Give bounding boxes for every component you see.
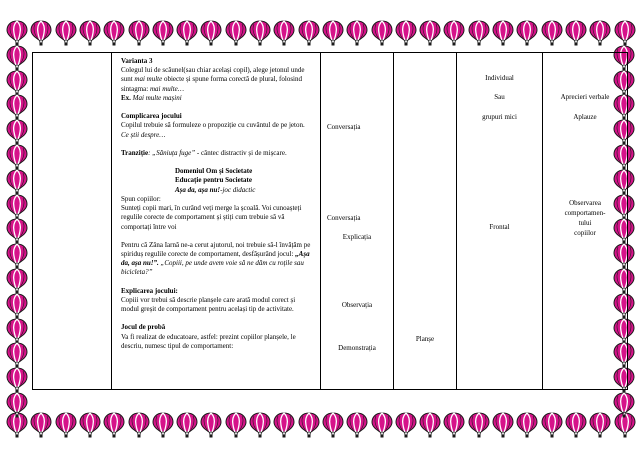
hot-air-balloon-icon bbox=[395, 20, 417, 46]
hot-air-balloon-icon bbox=[346, 412, 368, 438]
hot-air-balloon-icon bbox=[565, 20, 587, 46]
hot-air-balloon-icon bbox=[30, 20, 52, 46]
hot-air-balloon-icon bbox=[443, 20, 465, 46]
hot-air-balloon-icon bbox=[6, 218, 28, 244]
form-or: Sau bbox=[494, 93, 505, 101]
hot-air-balloon-icon bbox=[128, 20, 150, 46]
hot-air-balloon-icon bbox=[6, 144, 28, 170]
hot-air-balloon-icon bbox=[468, 20, 490, 46]
trial-text: Va fi realizat de educatoare, astfel: prezint copiilor planșele, le descriu, numesc tipul de comportament: bbox=[121, 332, 296, 350]
hot-air-balloon-icon bbox=[273, 412, 295, 438]
hot-air-balloon-icon bbox=[541, 20, 563, 46]
hot-air-balloon-icon bbox=[225, 412, 247, 438]
complication-text: Copilul trebuie să formuleze o propoziție cu cuvântul de pe jeton. Ce știi despre… bbox=[121, 121, 305, 139]
organization-form-cell bbox=[457, 53, 543, 390]
hot-air-balloon-icon bbox=[589, 412, 611, 438]
eval-observation-2: comportamen- bbox=[564, 209, 606, 217]
hot-air-balloon-icon bbox=[6, 169, 28, 195]
hot-air-balloon-icon bbox=[176, 20, 198, 46]
hot-air-balloon-icon bbox=[152, 20, 174, 46]
game-title-line: Așa da, așa nu!-joc didactic bbox=[175, 185, 256, 194]
example-line: Ex. Mai multe mașini bbox=[121, 93, 182, 102]
hot-air-balloon-icon bbox=[6, 293, 28, 319]
hot-air-balloon-icon bbox=[614, 20, 636, 46]
eval-observation-3: tului bbox=[578, 219, 592, 227]
hot-air-balloon-icon bbox=[589, 20, 611, 46]
hot-air-balloon-icon bbox=[468, 412, 490, 438]
hot-air-balloon-icon bbox=[6, 243, 28, 269]
hot-air-balloon-icon bbox=[371, 412, 393, 438]
hot-air-balloon-icon bbox=[200, 412, 222, 438]
form-individual: Individual bbox=[485, 74, 514, 82]
explain-text: Copiii vor trebui să descrie planșele care arată modul corect și modul greșit de comportament pentru același tip de activitate. bbox=[121, 295, 296, 314]
empty-column-cell bbox=[33, 53, 112, 390]
winter-paragraph: Pentru că Zâna Iarnă ne-a cerut ajutorul, noi trebuie să-l învățăm pe spiriduș regulile corecte de comportament, desfășurând jocul: „Așa da, așa nu!”. „Copiii, pe unde avem voie să ne dăm cu roțile sau bicicleta?” bbox=[121, 240, 311, 277]
hot-air-balloon-icon bbox=[103, 20, 125, 46]
hot-air-balloon-icon bbox=[6, 342, 28, 368]
hot-air-balloon-icon bbox=[6, 194, 28, 220]
hot-air-balloon-icon bbox=[128, 412, 150, 438]
hot-air-balloon-icon bbox=[298, 412, 320, 438]
method-conversation-2: Conversația bbox=[327, 214, 361, 222]
hot-air-balloon-icon bbox=[30, 412, 52, 438]
lesson-plan-table bbox=[32, 52, 628, 390]
hot-air-balloon-icon bbox=[516, 20, 538, 46]
method-demonstration: Demonstrația bbox=[338, 344, 376, 352]
hot-air-balloon-icon bbox=[79, 20, 101, 46]
hot-air-balloon-icon bbox=[6, 94, 28, 120]
hot-air-balloon-icon bbox=[346, 20, 368, 46]
evaluation-cell bbox=[543, 53, 628, 390]
eval-observation-4: copiilor bbox=[574, 229, 596, 237]
hot-air-balloon-icon bbox=[55, 20, 77, 46]
hot-air-balloon-icon bbox=[200, 20, 222, 46]
hot-air-balloon-icon bbox=[492, 20, 514, 46]
eval-verbal-praise: Aprecieri verbale bbox=[560, 93, 610, 101]
method-explanation: Explicația bbox=[342, 233, 372, 241]
hot-air-balloon-icon bbox=[6, 45, 28, 71]
material-posters: Planșe bbox=[415, 335, 435, 343]
hot-air-balloon-icon bbox=[613, 392, 635, 418]
eval-observation-1: Observarea bbox=[569, 199, 601, 207]
hot-air-balloon-icon bbox=[225, 20, 247, 46]
domain-heading-2: Educație pentru Societate bbox=[175, 176, 252, 185]
explain-title: Explicarea jocului: bbox=[121, 286, 178, 295]
hot-air-balloon-icon bbox=[516, 412, 538, 438]
hot-air-balloon-icon bbox=[176, 412, 198, 438]
hot-air-balloon-icon bbox=[419, 20, 441, 46]
hot-air-balloon-icon bbox=[6, 70, 28, 96]
trial-title: Jocul de probă bbox=[121, 323, 166, 332]
eval-applause: Aplauze bbox=[573, 113, 597, 121]
hot-air-balloon-icon bbox=[492, 412, 514, 438]
hot-air-balloon-icon bbox=[55, 412, 77, 438]
materials-cell bbox=[394, 53, 457, 390]
intro-line: Spun copiilor: bbox=[121, 194, 161, 203]
hot-air-balloon-icon bbox=[249, 412, 271, 438]
hot-air-balloon-icon bbox=[6, 268, 28, 294]
transition-line: Tranziție: „Săniuța fuge” - cântec distractiv și de mișcare. bbox=[121, 148, 287, 157]
hot-air-balloon-icon bbox=[298, 20, 320, 46]
hot-air-balloon-icon bbox=[152, 412, 174, 438]
hot-air-balloon-icon bbox=[6, 20, 28, 46]
domain-heading-1: Domeniul Om și Societate bbox=[175, 167, 253, 176]
hot-air-balloon-icon bbox=[322, 412, 344, 438]
hot-air-balloon-icon bbox=[6, 367, 28, 393]
method-observation: Observația bbox=[341, 301, 373, 309]
hot-air-balloon-icon bbox=[273, 20, 295, 46]
hot-air-balloon-icon bbox=[322, 20, 344, 46]
intro-body: Sunteți copii mari, în curând veți merge la școală. Voi cunoașteți regulile corecte de comportament și știți cum trebuie să vă comportați între voi bbox=[121, 204, 302, 231]
method-conversation-1: Conversația bbox=[327, 123, 361, 131]
hot-air-balloon-icon bbox=[6, 119, 28, 145]
hot-air-balloon-icon bbox=[395, 412, 417, 438]
methods-cell bbox=[321, 53, 394, 390]
hot-air-balloon-icon bbox=[79, 412, 101, 438]
form-frontal: Frontal bbox=[489, 223, 510, 231]
hot-air-balloon-icon bbox=[249, 20, 271, 46]
hot-air-balloon-icon bbox=[6, 392, 28, 418]
activity-content-cell bbox=[112, 53, 321, 390]
variant-title: Varianta 3 bbox=[121, 57, 153, 65]
hot-air-balloon-icon bbox=[419, 412, 441, 438]
hot-air-balloon-icon bbox=[443, 412, 465, 438]
hot-air-balloon-icon bbox=[371, 20, 393, 46]
hot-air-balloon-icon bbox=[6, 318, 28, 344]
hot-air-balloon-icon bbox=[565, 412, 587, 438]
hot-air-balloon-icon bbox=[103, 412, 125, 438]
variant-description: Colegul lui de scăunel(sau chiar același copil), alege jetonul unde sunt mai multe obiecte și spune forma corectă de plural, folosind sintagma: mai multe… bbox=[121, 66, 305, 93]
hot-air-balloon-icon bbox=[541, 412, 563, 438]
table-row bbox=[33, 53, 628, 390]
form-small-groups: grupuri mici bbox=[482, 113, 517, 121]
complication-title: Complicarea jocului bbox=[121, 112, 182, 121]
